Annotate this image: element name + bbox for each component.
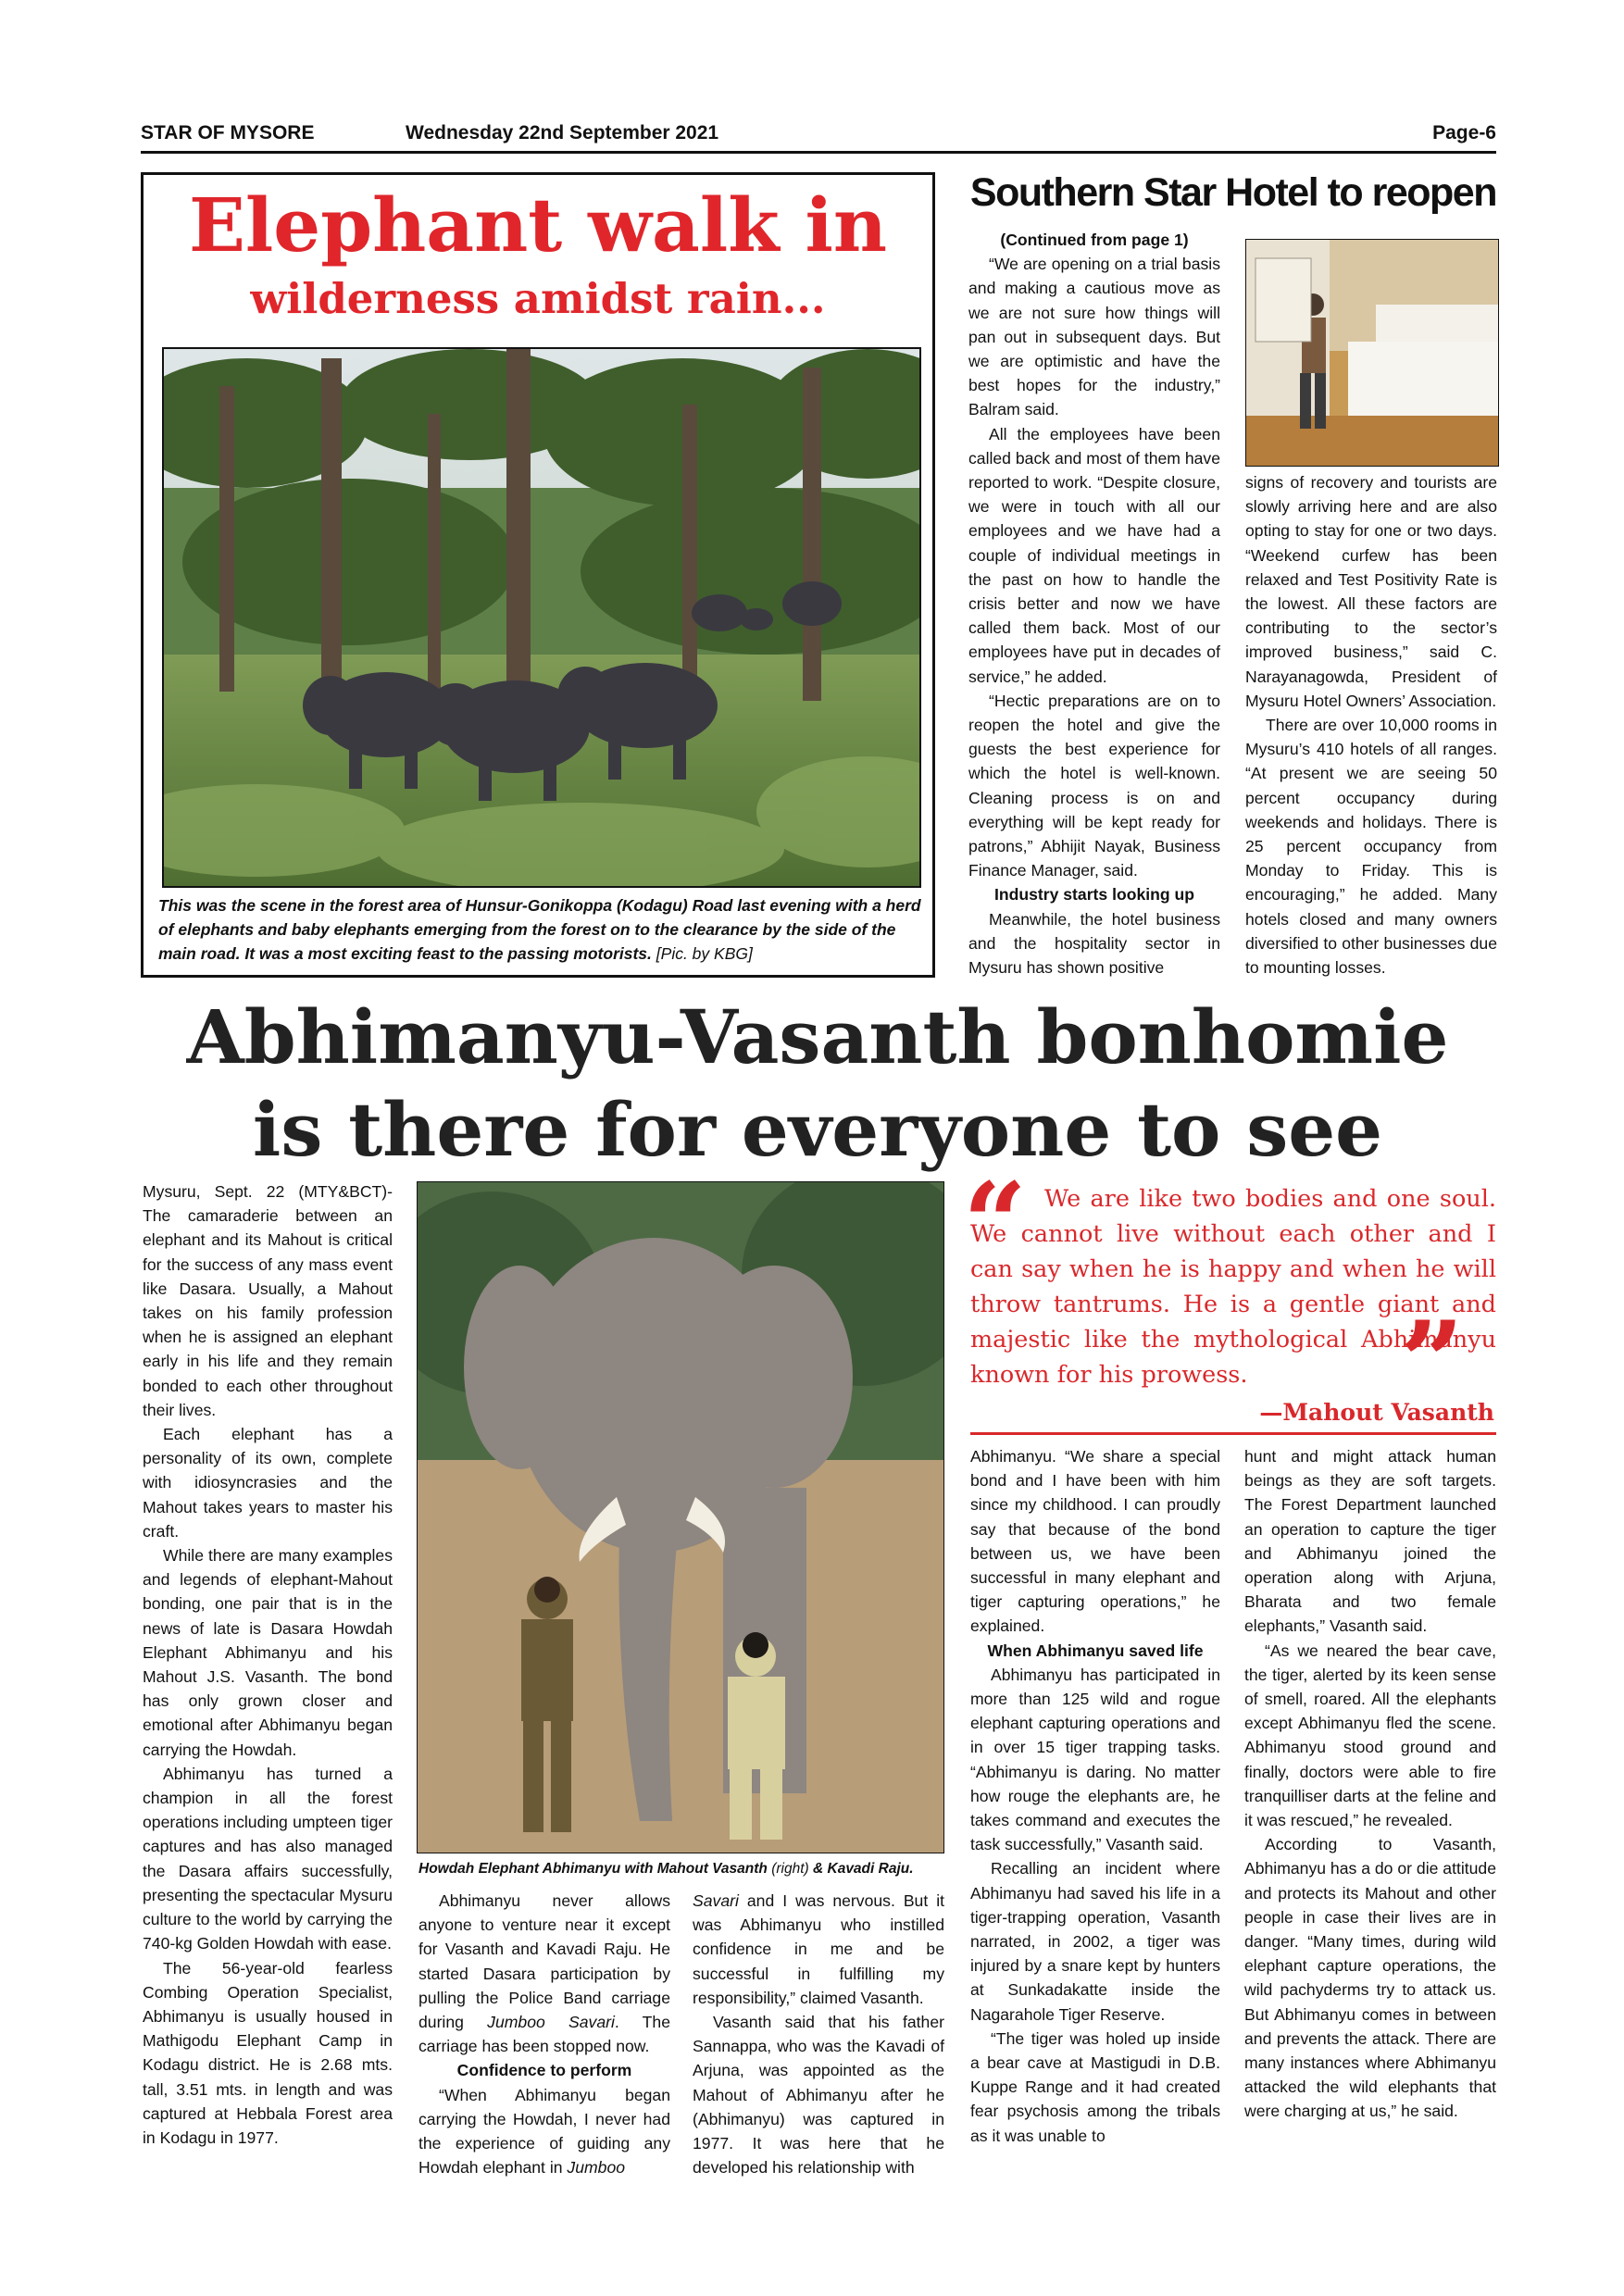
photo-story-credit: [Pic. by KBG] — [656, 944, 753, 963]
main-story-column-1 — [143, 1179, 393, 2150]
masthead-page: Page-6 — [1432, 122, 1496, 144]
main-subhead-saved-life: When Abhimanyu saved life — [987, 1641, 1204, 1660]
photo-story-headline: Elephant walk in — [188, 181, 888, 268]
masthead-date: Wednesday 22nd September 2021 — [406, 122, 719, 144]
main-paragraph-text: “When Abhimanyu began carrying the Howdah, I never had the experience of guiding any Howdah elephant in — [418, 2085, 670, 2177]
main-subhead-confidence: Confidence to perform — [456, 2061, 632, 2080]
photo-story-caption — [158, 893, 921, 966]
main-story-column-4 — [970, 1444, 1220, 2148]
hotel-continued-note: (Continued from page 1) — [1000, 231, 1189, 249]
pull-quote-rule — [970, 1432, 1496, 1435]
hotel-paragraph: Meanwhile, the hotel business and the hospitality sector in Mysuru has shown positive — [968, 909, 1220, 978]
main-story-headline-line2: is there for everyone to see — [252, 1086, 1383, 1173]
photo-story-caption-text: This was the scene in the forest area of Hunsur-Gonikoppa (Kodagu) Road last evening with a herd of elephants and baby elephants emerging from the forest on to the clearance by the side of the main road. It was a most exciting feast to the passing motorists. — [158, 896, 921, 963]
main-paragraph: Each elephant has a personality of its own, complete with idiosyncrasies and the Mahout takes years to master his craft. — [143, 1425, 393, 1541]
main-paragraph-text: . The carriage has been stopped now. — [418, 2013, 670, 2056]
hotel-paragraph: All the employees have been called back and most of them have reported to work. “Despite closure, we were in touch with all our employees and we have had a couple of individual meetings in the past on how to handle the crisis better and now we have called them back. Most of our employees have put in decades of service,” he added. — [968, 424, 1220, 686]
forest-elephants-photo — [162, 347, 921, 888]
main-paragraph: While there are many examples and legends of elephant-Mahout bonding, one pair that is in the news of late is Dasara Howdah Elephant Abhimanyu and his Mahout J.S. Vasanth. The bond has only grown closer and emotional after Abhimanyu began carrying the Howdah. — [143, 1546, 393, 1759]
main-paragraph: “The tiger was holed up inside a bear cave at Mastigudi in D.B. Kuppe Range and it had created fear psychosis among the tribals as it was unable to — [970, 2028, 1220, 2145]
main-photo-caption-text: Howdah Elephant Abhimanyu with Mahout Vasanth — [418, 1861, 768, 1877]
quote-open-mark: “ — [963, 1158, 1028, 1289]
main-paragraph: Mysuru, Sept. 22 (MTY&BCT)- The camaraderie between an elephant and its Mahout is critical for the success of any mass event like Dasara. Usually, a Mahout takes on his family profession when he is assigned an elephant early in his life and they remain bonded to each other throughout their lives. — [143, 1182, 393, 1419]
hotel-story-column-1 — [968, 228, 1220, 980]
main-paragraph-italic: Jumboo — [567, 2158, 626, 2177]
main-paragraph: Vasanth said that his father Sannappa, who was the Kavadi of Arjuna, was appointed as the Mahout of Abhimanyu after he (Abhimanyu) was captured in 1977. It was here that he developed his relationship with — [693, 2013, 944, 2177]
main-paragraph: Recalling an incident where Abhimanyu had saved his life in a tiger-trapping operation, Vasanth narrated, in 2002, a tiger was injured by a snare kept by hunters at Sunkadakatte inside the Nagarahole Tiger Reserve. — [970, 1859, 1220, 2024]
main-paragraph-text: Abhimanyu never allows anyone to venture near it except for Vasanth and Kavadi Raju. He started Dasara participation by pulling the Police Band carriage during — [418, 1891, 670, 2032]
main-paragraph: Abhimanyu. “We share a special bond and I have been with him since my childhood. I can proudly say that because of the bond between us, we have been successful in many elephant and tiger capturing operations,” he explained. — [970, 1447, 1220, 1636]
hotel-story-column-2 — [1245, 470, 1497, 980]
main-photo-caption-right: (right) — [771, 1861, 809, 1877]
main-story-column-3 — [693, 1889, 944, 2179]
hotel-subhead: Industry starts looking up — [993, 885, 1195, 905]
hotel-story-headline: Southern Star Hotel to reopen — [969, 170, 1496, 215]
main-photo-caption-end: & Kavadi Raju. — [813, 1861, 914, 1877]
main-story-headline-line1: Abhimanyu-Vasanth bonhomie — [186, 993, 1449, 1080]
main-photo-caption — [418, 1859, 943, 1879]
main-paragraph-italic: Jumboo Savari — [487, 2013, 615, 2032]
pull-quote-attribution: —Mahout Vasanth — [1259, 1399, 1494, 1426]
main-paragraph: “As we neared the bear cave, the tiger, alerted by its keen sense of smell, roared. All the elephants except Abhimanyu fled the scene. Abhimanyu stood ground and finally, doctors were able to fire tranquilliser darts at the feline and it was rescued,” he revealed. — [1244, 1641, 1496, 1830]
main-paragraph: hunt and might attack human beings as they are soft targets. The Forest Department launched an operation to capture the tiger and Abhimanyu joined the operation along with Arjuna, Bharata and two female elephants,” Vasanth said. — [1244, 1447, 1496, 1636]
main-paragraph: According to Vasanth, Abhimanyu has a do or die attitude and protects its Mahout and other people in case their lives are in danger. “Many times, during wild elephant capture operations, the wild pachyderms try to attack us. But Abhimanyu comes in between and prevents the attack. There are many instances where Abhimanyu attacked the wild elephants that were charging at us,” he said. — [1244, 1835, 1496, 2121]
quote-close-mark: ” — [1400, 1297, 1465, 1428]
hotel-paragraph: signs of recovery and tourists are slowly arriving here and are also opting to stay for one or two days. “Weekend curfew has been relaxed and Test Positivity Rate is the lowest. All these factors are contributing to the sector’s improved business,” said C. Narayanagowda, President of Mysuru Hotel Owners’ Association. — [1245, 473, 1497, 710]
photo-story-box — [141, 172, 935, 978]
hotel-room-photo — [1245, 239, 1499, 467]
hotel-paragraph: “We are opening on a trial basis and making a cautious move as we are not sure how things will pan out in subsequent days. But we are optimistic and have the best hopes for the industry,” Balram said. — [968, 255, 1220, 419]
masthead-rule — [141, 151, 1496, 154]
abhimanyu-mahout-photo — [417, 1181, 944, 1853]
main-story-column-2 — [418, 1889, 670, 2179]
photo-story-subheadline: wilderness amidst rain... — [250, 274, 826, 323]
main-paragraph-italic: Savari — [693, 1891, 739, 1910]
hotel-paragraph: There are over 10,000 rooms in Mysuru’s 410 hotels of all ranges. “At present we are seeing 50 percent occupancy during weekends and holidays. There is 25 percent occupancy from Monday to Friday. This is encouraging,” he added. Many hotels closed and many owners diversified to other businesses due to mounting losses. — [1245, 716, 1497, 978]
main-paragraph: The 56-year-old fearless Combing Operation Specialist, Abhimanyu is usually housed in Mathigodu Elephant Camp in Kodagu district. He is 2.68 mts. tall, 3.51 mts. in length and was captured at Hebbala Forest area in Kodagu in 1977. — [143, 1958, 393, 2147]
main-paragraph: Abhimanyu has turned a champion in all the forest operations including umpteen tiger captures and has also managed the Dasara affairs successfully, presenting the spectacular Mysuru culture to the world by carrying the 740-kg Golden Howdah with ease. — [143, 1764, 393, 1953]
main-paragraph: Abhimanyu has participated in more than 125 wild and rogue elephant capturing operations and in over 15 tiger trapping tasks. “Abhimanyu is daring. No matter how rouge the elephants are, he takes command and executes the task successfully,” Vasanth said. — [970, 1665, 1220, 1854]
masthead-paper: STAR OF MYSORE — [141, 122, 315, 144]
hotel-paragraph: “Hectic preparations are on to reopen the hotel and give the guests the best experience for which the hotel is well-known. Cleaning process is on and everything will be kept ready for patrons,” Abhijit Nayak, Business Finance Manager, said. — [968, 691, 1220, 880]
main-paragraph-text: and I was nervous. But it was Abhimanyu who instilled confidence in me and be successful in fulfilling my responsibility,” claimed Vasanth. — [693, 1891, 945, 2007]
main-story-column-5 — [1244, 1444, 1496, 2124]
pull-quote: We are like two bodies and one soul. We cannot live without each other and I can say when he is happy and when he will throw tantrums. He is a gentle giant and majestic like the mythological Abhimanyu known for his prowess. — [970, 1185, 1496, 1389]
